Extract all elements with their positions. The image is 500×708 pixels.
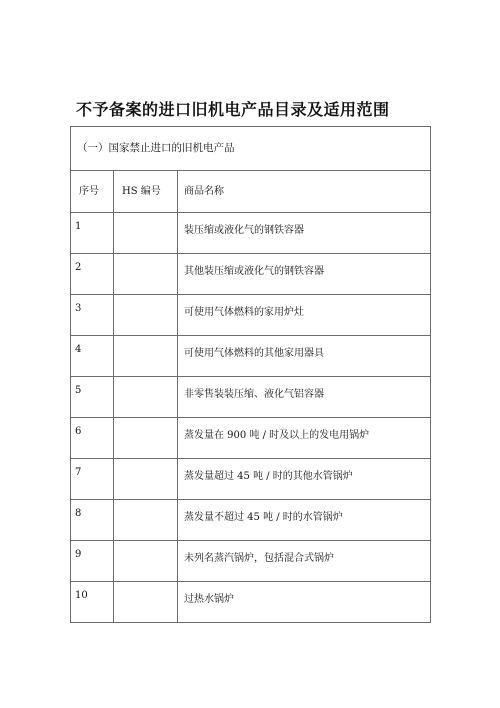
cell-product-name: 装压缩或液化气的钢铁容器 bbox=[178, 213, 431, 254]
cell-serial-number: 4 bbox=[71, 336, 114, 377]
section-title: （一）国家禁止进口的旧机电产品 bbox=[71, 127, 431, 171]
cell-serial-number: 10 bbox=[71, 582, 114, 623]
cell-hs-code bbox=[114, 500, 178, 541]
cell-product-name: 过热水锅炉 bbox=[178, 582, 431, 623]
cell-hs-code bbox=[114, 336, 178, 377]
cell-serial-number: 1 bbox=[71, 213, 114, 254]
table-row bbox=[71, 336, 431, 377]
cell-serial-number: 6 bbox=[71, 418, 114, 459]
cell-hs-code bbox=[114, 295, 178, 336]
table-row bbox=[71, 541, 431, 582]
cell-hs-code bbox=[114, 459, 178, 500]
cell-product-name: 蒸发量不超过 45 吨 / 时的水管锅炉 bbox=[178, 500, 431, 541]
cell-hs-code bbox=[114, 582, 178, 623]
table-row bbox=[71, 254, 431, 295]
header-serial-number: 序号 bbox=[71, 171, 114, 213]
cell-serial-number: 8 bbox=[71, 500, 114, 541]
table-row bbox=[71, 500, 431, 541]
catalog-table bbox=[70, 126, 431, 623]
document-title: 不予备案的进口旧机电产品目录及适用范围 bbox=[76, 100, 390, 119]
cell-product-name: 其他装压缩或液化气的钢铁容器 bbox=[178, 254, 431, 295]
cell-serial-number: 9 bbox=[71, 541, 114, 582]
table-row bbox=[71, 418, 431, 459]
header-product-name: 商品名称 bbox=[178, 171, 431, 213]
cell-product-name: 蒸发量在 900 吨 / 时及以上的发电用锅炉 bbox=[178, 418, 431, 459]
table-row bbox=[71, 295, 431, 336]
cell-serial-number: 2 bbox=[71, 254, 114, 295]
cell-product-name: 非零售装装压缩、液化气铝容器 bbox=[178, 377, 431, 418]
table-row bbox=[71, 459, 431, 500]
header-row bbox=[71, 171, 431, 213]
header-hs-code: HS 编号 bbox=[114, 171, 178, 213]
table-row bbox=[71, 213, 431, 254]
section-row bbox=[71, 127, 431, 171]
cell-product-name: 未列名蒸汽锅炉，包括混合式锅炉 bbox=[178, 541, 431, 582]
table-row bbox=[71, 582, 431, 623]
cell-hs-code bbox=[114, 541, 178, 582]
cell-product-name: 可使用气体燃料的其他家用器具 bbox=[178, 336, 431, 377]
cell-product-name: 可使用气体燃料的家用炉灶 bbox=[178, 295, 431, 336]
table-row bbox=[71, 377, 431, 418]
cell-hs-code bbox=[114, 254, 178, 295]
cell-serial-number: 5 bbox=[71, 377, 114, 418]
cell-hs-code bbox=[114, 377, 178, 418]
cell-hs-code bbox=[114, 418, 178, 459]
cell-serial-number: 3 bbox=[71, 295, 114, 336]
cell-serial-number: 7 bbox=[71, 459, 114, 500]
cell-hs-code bbox=[114, 213, 178, 254]
cell-product-name: 蒸发量超过 45 吨 / 时的其他水管锅炉 bbox=[178, 459, 431, 500]
